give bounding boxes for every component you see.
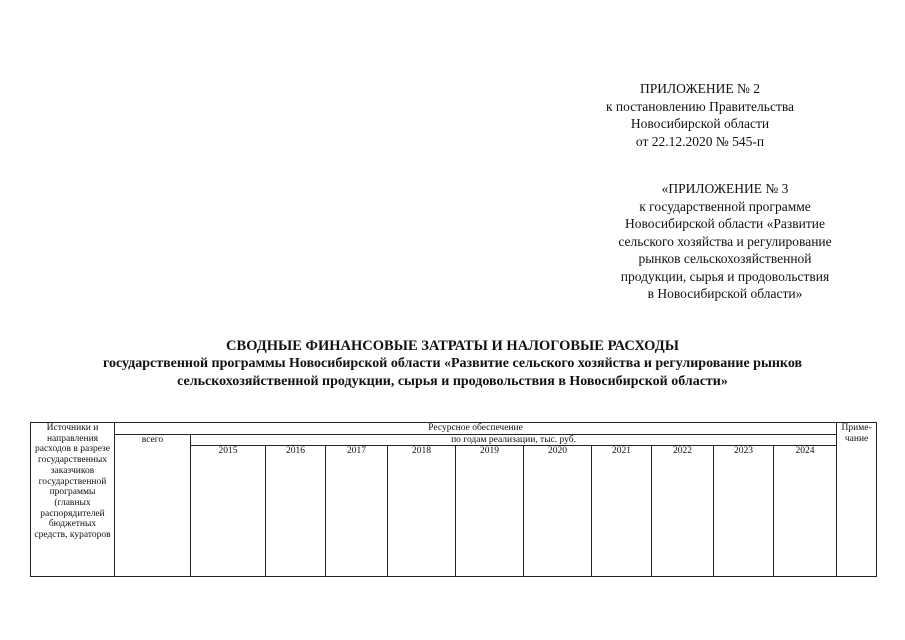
- document-title: [40, 337, 865, 391]
- appendix-resolution-block: [560, 80, 840, 150]
- appendix-resolution-line: от 22.12.2020 № 545-п: [635, 133, 765, 149]
- appendix-program-line: продукции, сырья и продовольствия: [620, 268, 830, 284]
- appendix-program-line: к государственной программе: [639, 198, 811, 214]
- appendix-resolution-line: к постановлению Правительства: [605, 98, 795, 114]
- year-header: 2024: [774, 446, 837, 577]
- appendix-program-block: [585, 180, 865, 303]
- appendix-program-line: в Новосибирской области»: [647, 286, 803, 301]
- year-header: 2023: [714, 446, 774, 577]
- appendix-program-line: рынков сельскохозяйственной: [638, 251, 812, 266]
- source-header-cell: [31, 423, 115, 577]
- year-header: 2019: [456, 446, 524, 577]
- table-header-row: [31, 423, 877, 435]
- year-header: 2016: [266, 446, 326, 577]
- title-sub-line: государственной программы Новосибирской области «Развитие сельского хозяйства и регулирование рынков: [102, 356, 803, 371]
- title-main: СВОДНЫЕ ФИНАНСОВЫЕ ЗАТРАТЫ И НАЛОГОВЫЕ РАСХОДЫ: [226, 338, 679, 354]
- year-header: 2017: [326, 446, 388, 577]
- appendix-resolution-line: ПРИЛОЖЕНИЕ № 2: [639, 81, 761, 96]
- year-header: 2015: [191, 446, 266, 577]
- appendix-resolution-line: Новосибирской области: [630, 116, 770, 131]
- resource-header: Ресурсное обеспечение: [115, 423, 837, 435]
- title-sub-line: сельскохозяйственной продукции, сырья и продовольствия в Новосибирской области»: [177, 374, 728, 389]
- total-header: всего: [115, 434, 191, 577]
- note-header: Приме-чание: [837, 423, 877, 577]
- year-header: 2018: [388, 446, 456, 577]
- year-header: 2020: [524, 446, 592, 577]
- financial-table: [30, 422, 877, 577]
- appendix-program-line: «ПРИЛОЖЕНИЕ № 3: [661, 181, 789, 196]
- year-header: 2022: [652, 446, 714, 577]
- table-header-row: [31, 434, 877, 446]
- year-header: 2021: [592, 446, 652, 577]
- appendix-program-line: сельского хозяйства и регулирование: [618, 233, 832, 249]
- by-years-header: по годам реализации, тыс. руб.: [191, 434, 837, 446]
- source-header: Источники и направления расходов в разрезе государственных заказчиков государственной программы (главных распорядителей бюджетных средств, кураторов: [34, 423, 111, 541]
- appendix-program-line: Новосибирской области «Развитие: [625, 216, 825, 231]
